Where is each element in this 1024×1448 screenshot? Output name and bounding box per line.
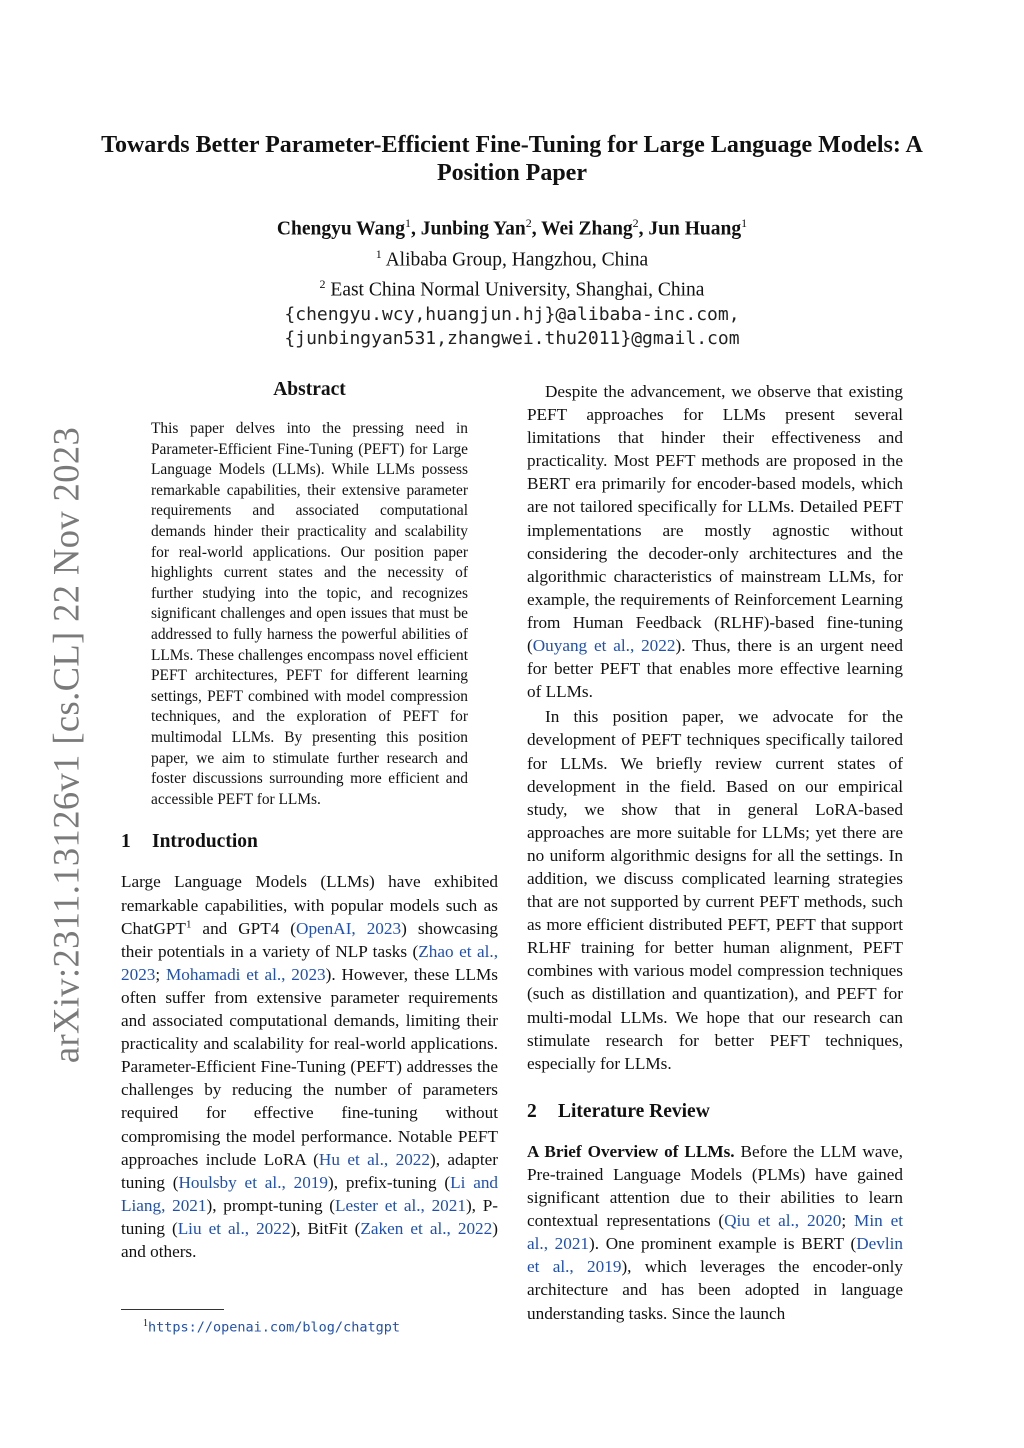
introduction-paragraph: Large Language Models (LLMs) have exhibited remarkable capabilities, with popular models such as ChatGPT$^1$ and GPT4 (OpenAI, 2023) showcasing their potentials in a variety of NLP tasks (Zhao et al., 2023; Mohamadi et al., 2023). However, these LLMs often suffer from extensive parameter requirements and associated computational demands, limiting their practicality and scalability for real-world applications. Parameter-Efficient Fine-Tuning (PEFT) addresses the challenges by reducing the number of parameters required for effective fine-tuning without compromising the model performance. Notable PEFT approaches include LoRA (Hu et al., 2022), adapter tuning (Houlsby et al., 2019), prefix-tuning (Li and Liang, 2021), prompt-tuning (Lester et al., 2021), P-tuning (Liu et al., 2022), BitFit (Zaken et al., 2022) and others. <box>121 872 499 1261</box>
citation-link[interactable]: Ouyang et al., 2022 <box>532 636 676 656</box>
author-names: Chengyu Wang$^1$, Junbing Yan$^2$, Wei Zhang$^2$, Jun Huang$^1$ <box>276 216 748 240</box>
affiliation-mark: 2 <box>632 216 639 230</box>
citation-link[interactable]: Qiu et al., 2020 <box>724 1211 842 1231</box>
citation-link[interactable]: Lester et al., 2021 <box>335 1195 466 1215</box>
abstract-text: This paper delves into the pressing need in Parameter-Efficient Fine-Tuning (PEFT) for Large Language Models (LLMs). While LLMs possess remarkable capabilities, their extensive parameter requirements and associated computational demands hinder their practicality and scalability for real-world applications. Our position paper highlights current states and the necessity of further studying into the topic, and recognizes significant challenges and open issues that must be addressed to fully harness the powerful abilities of LLMs. These challenges encompass novel efficient PEFT architectures, PEFT for different learning settings, PEFT combined with model compression techniques, and the exploration of PEFT for multimodal LLMs. By presenting this position paper, we aim to stimulate further research and foster discussions surrounding more efficient and accessible PEFT for LLMs. <box>151 420 468 808</box>
citation-link[interactable]: Li and Liang, 2021 <box>121 1172 499 1215</box>
arxiv-identifier: arXiv:2311.13126v1 [cs.CL] 22 Nov 2023 <box>45 426 87 1064</box>
author-name: Chengyu Wang <box>276 218 405 240</box>
affiliation-mark: 1 <box>741 216 748 230</box>
footnote-number: 1 <box>143 1318 148 1329</box>
section-heading-introduction: 1 Introduction <box>121 831 258 853</box>
citation-link[interactable]: Houlsby et al., 2019 <box>178 1172 328 1192</box>
author-name: Junbing Yan <box>420 218 526 240</box>
citation-link[interactable]: Hu et al., 2022 <box>318 1149 430 1169</box>
author-name: Jun Huang <box>648 218 742 240</box>
footnote <box>143 1315 400 1338</box>
paper-title: Towards Better Parameter-Efficient Fine-Tuning for Large Language Models: A Position Paper <box>101 132 923 186</box>
body-paragraph: A Brief Overview of LLMs. Before the LLM wave, Pre-trained Language Models (PLMs) have gained significant attention due to their abilities to learn contextual representations (Qiu et al., 2020; Min et al., 2021). One prominent example is BERT (Devlin et al., 2019), which leverages the encoder-only architecture and has been adopted in language understanding tasks. Since the launch <box>527 1141 903 1323</box>
paragraph-run-in-heading: A Brief Overview of LLMs. <box>527 1141 735 1161</box>
citation-link[interactable]: Zhao et al., 2023 <box>121 941 498 984</box>
citation-link[interactable]: Mohamadi et al., 2023 <box>165 964 326 984</box>
citation-link[interactable]: Devlin et al., 2019 <box>527 1234 903 1277</box>
citation-link[interactable]: Zaken et al., 2022 <box>360 1218 493 1238</box>
left-column <box>121 378 498 1263</box>
body-paragraph: Despite the advancement, we observe that existing PEFT approaches for LLMs present several limitations that hinder their effectiveness and practicality. Most PEFT methods are proposed in the BERT era primarily for encoder-based models, which are not tailored specifically for LLMs. Detailed PEFT implementations are mostly agnostic without considering the decoder-only architectures and the algorithmic characteristics of mainstream LLMs, for example, the requirements of Reinforcement Learning from Human Feedback (RLHF)-based fine-tuning (Ouyang et al., 2022). Thus, there is an urgent need for better PEFT that enables more effective learning of LLMs. <box>527 382 903 702</box>
footnote-url-link[interactable]: https://openai.com/blog/chatgpt <box>148 1319 400 1336</box>
footnote-divider <box>121 1309 224 1310</box>
citation-link[interactable]: Liu et al., 2022 <box>177 1218 291 1238</box>
right-column <box>527 380 903 1325</box>
body-paragraph: In this position paper, we advocate for the development of PEFT techniques specifically tailored for LLMs. We briefly review current states of development in the field. Based on our empirical study, we show that in general LoRA-based approaches are more suitable for LLMs; yet there are no uniform algorithmic designs for all the settings. In addition, we discuss complicated learning strategies that are not supported by current PEFT methods, such as more efficient distributed PEFT, PEFT that support RLHF training for better human alignment, PEFT combines with various model compression techniques (such as distillation and quantization), and PEFT for multi-modal LLMs. We hope that our research can stimulate research for better PEFT techniques, especially for LLMs. <box>527 707 903 1073</box>
affiliation-mark: 1 <box>404 216 411 230</box>
affiliation-mark: 2 <box>525 216 532 230</box>
author-block <box>100 211 924 351</box>
affiliation: $^2$ East China Normal University, Shanghai, China <box>319 277 705 301</box>
footnote-mark: 1 <box>185 917 192 930</box>
citation-link[interactable]: Min et al., 2021 <box>527 1211 903 1254</box>
citation-link[interactable]: OpenAI, 2023 <box>296 918 402 938</box>
affiliation: $^1$ Alibaba Group, Hangzhou, China <box>375 246 649 270</box>
author-name: Wei Zhang <box>541 218 633 240</box>
section-heading-literature-review: 2 Literature Review <box>527 1100 710 1122</box>
author-email: {chengyu.wcy,huangjun.hj}@alibaba-inc.com, <box>284 303 740 325</box>
abstract-heading: Abstract <box>273 379 346 400</box>
author-email: {junbingyan531,zhangwei.thu2011}@gmail.com <box>284 327 740 349</box>
